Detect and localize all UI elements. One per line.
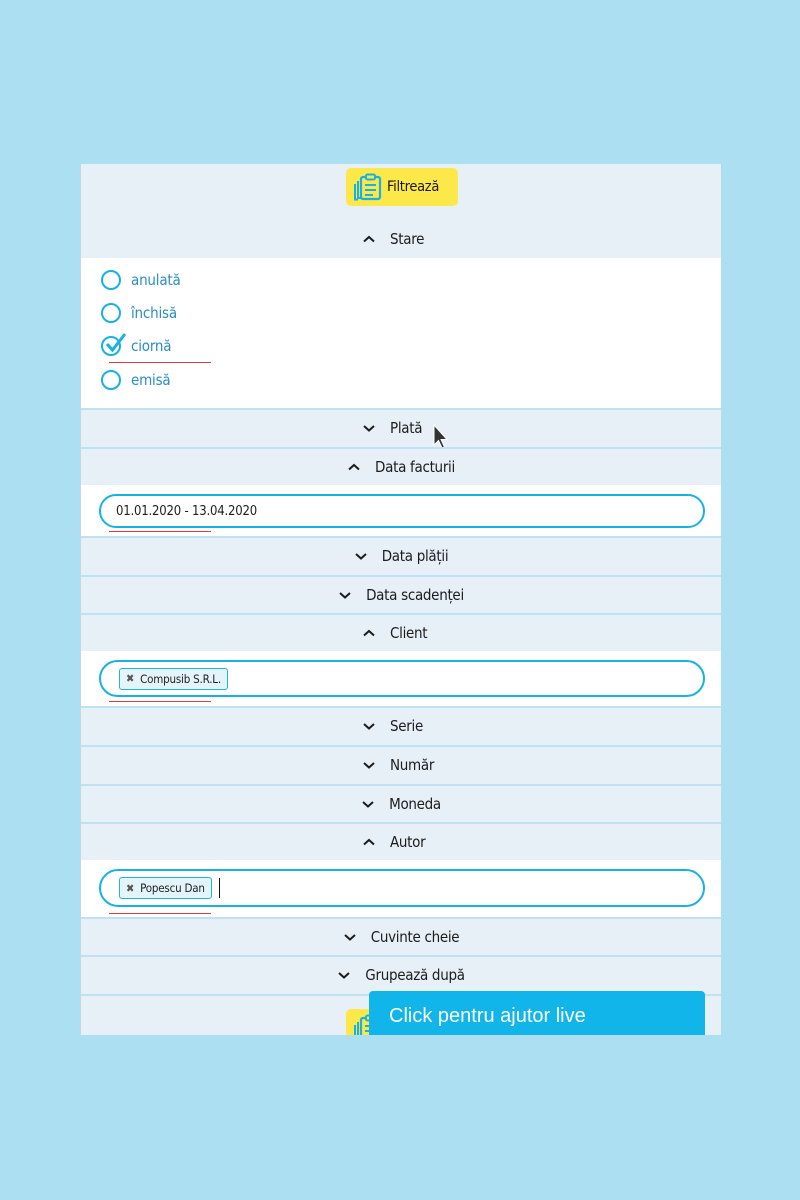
option-label: închisă (131, 304, 177, 322)
option-emisa[interactable] (101, 367, 171, 393)
radio-circle-checked[interactable] (101, 336, 121, 356)
stare-options (81, 258, 721, 408)
filter-button[interactable] (346, 168, 458, 206)
section-label: Serie (390, 717, 423, 735)
option-anulata[interactable] (101, 267, 181, 293)
section-label: Număr (390, 756, 435, 774)
spellcheck-underline (109, 362, 211, 363)
spellcheck-underline (109, 913, 211, 914)
section-label: Autor (390, 833, 426, 851)
section-label: Cuvinte cheie (370, 928, 460, 946)
chevron-down-icon (362, 721, 376, 731)
section-header-client[interactable] (81, 613, 721, 651)
text-caret (219, 878, 220, 898)
option-inchisa[interactable] (101, 300, 177, 326)
autor-body (81, 860, 721, 917)
chevron-down-icon (337, 970, 351, 980)
section-header-data-facturii[interactable] (81, 447, 721, 485)
chevron-down-icon (362, 423, 376, 433)
client-body (81, 651, 721, 706)
radio-circle[interactable] (101, 303, 121, 323)
remove-tag-icon[interactable]: ✖ (126, 672, 135, 685)
chevron-up-icon (362, 837, 376, 847)
chevron-up-icon (347, 462, 361, 472)
autor-tag (119, 877, 212, 899)
clipboard-list-icon (353, 173, 383, 201)
client-select[interactable] (99, 660, 705, 697)
remove-tag-icon[interactable]: ✖ (126, 881, 135, 895)
filter-button-label: Filtrează (387, 179, 440, 195)
section-label: Client (390, 624, 428, 642)
chevron-down-icon (354, 551, 368, 561)
live-help-widget[interactable] (369, 991, 705, 1035)
section-header-stare[interactable] (81, 220, 721, 258)
spellcheck-underline (109, 701, 211, 702)
section-header-plata[interactable] (81, 408, 721, 446)
section-header-serie[interactable] (81, 706, 721, 744)
spellcheck-underline (109, 531, 211, 532)
option-ciorna[interactable] (101, 333, 171, 359)
option-label: ciornă (131, 337, 172, 355)
chevron-up-icon (362, 234, 376, 244)
section-header-data-scadentei[interactable] (81, 575, 721, 613)
section-label: Stare (390, 230, 425, 248)
section-label: Data scadenței (366, 586, 464, 604)
section-header-data-platii[interactable] (81, 536, 721, 574)
autor-select[interactable] (99, 869, 705, 907)
section-label: Grupează după (365, 966, 465, 984)
section-header-grupeaza-dupa[interactable] (81, 955, 721, 993)
check-icon (104, 332, 128, 354)
section-label: Plată (390, 419, 423, 437)
date-range-input[interactable] (99, 494, 705, 528)
section-label: Moneda (389, 795, 441, 813)
client-tag-label: Compusib S.R.L. (140, 671, 221, 686)
autor-tag-label: Popescu Dan (140, 881, 205, 895)
section-header-numar[interactable] (81, 745, 721, 783)
radio-circle[interactable] (101, 270, 121, 290)
chevron-down-icon (361, 799, 375, 809)
chevron-down-icon (338, 590, 352, 600)
section-label: Data facturii (375, 458, 455, 476)
option-label: anulată (131, 271, 181, 289)
option-label: emisă (131, 371, 171, 389)
filter-panel (80, 164, 721, 1035)
date-range-value: 01.01.2020 - 13.04.2020 (116, 503, 257, 519)
section-header-autor[interactable] (81, 822, 721, 860)
chevron-down-icon (362, 760, 376, 770)
section-header-cuvinte-cheie[interactable] (81, 917, 721, 955)
chevron-up-icon (362, 628, 376, 638)
radio-circle[interactable] (101, 370, 121, 390)
client-tag (119, 668, 228, 690)
live-help-label: Click pentru ajutor live (389, 1005, 586, 1027)
section-header-moneda[interactable] (81, 784, 721, 822)
chevron-down-icon (343, 932, 357, 942)
data-facturii-body (81, 485, 721, 536)
section-label: Data plății (381, 547, 449, 565)
